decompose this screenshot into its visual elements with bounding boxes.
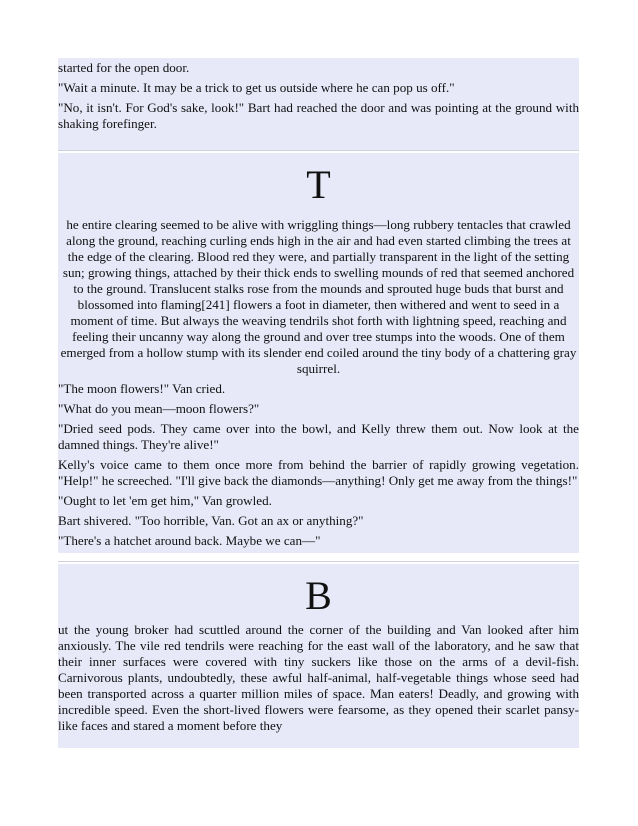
centered-paragraph: he entire clearing seemed to be alive with wriggling things—long rubbery tentacles that crawled along the ground, reaching curling ends high in the air and had even started climbing the trees at the edge of the clearing. Blood red they were, and partially transparent in the light of the setting sun; growing things, attached by their thick ends to swelling mounds of red that seemed anchored to the ground. Translucent stalks rose from the mounds and sprouted huge buds that burst and blossomed into flaming[241] flowers a foot in diameter, then withered and went to seed in a moment of time. But always the weaving tendrils shot forth with lightning speed, reaching and feeling their uncanny way along the ground and over tree stumps into the woods. One of them emerged from a hollow stump with its slender end coiled around the tiny body of a chattering gray squirrel. (60, 217, 577, 376)
drop-cap: T (306, 162, 331, 207)
paragraph: "What do you mean—moon flowers?" (58, 401, 260, 416)
paragraph: "Wait a minute. It may be a trick to get us outside where he can pop us off." (58, 80, 455, 95)
paragraph: "Ought to let 'em get him," Van growled. (58, 493, 272, 508)
paragraph: "Dried seed pods. They came over into the bowl, and Kelly threw them out. Now look at the damned things. They're alive!" (58, 421, 579, 452)
text-section-1 (58, 58, 579, 150)
paragraph: ut the young broker had scuttled around the corner of the building and Van looked after him anxiously. The vile red tendrils were reaching for the east wall of the laboratory, and he saw that their inner surfaces were covered with tiny suckers like those on the arms of a devil-fish. Carnivorous plants, undoubtedly, these awful half-animal, half-vegetable things whose seed had been transported across a quarter million miles of space. Man eaters! Deadly, and growing with incredible speed. Even the short-lived flowers were fearsome, as they opened their scarlet pansy-like faces and stared a moment before they (58, 622, 579, 733)
text-section-2 (58, 153, 579, 553)
paragraph: "No, it isn't. For God's sake, look!" Bart had reached the door and was pointing at the ground with shaking forefinger. (58, 100, 579, 131)
paragraph: Bart shivered. "Too horrible, Van. Got an ax or anything?" (58, 513, 364, 528)
text-section-3 (58, 564, 579, 748)
drop-cap: B (305, 573, 332, 618)
paragraph: started for the open door. (58, 60, 190, 75)
paragraph: Kelly's voice came to them once more from behind the barrier of rapidly growing vegetation. "Help!" he screeched. "I'll give back the diamonds—anything! Only get me away from the things!" (58, 457, 579, 488)
document-page (58, 58, 579, 748)
paragraph: "There's a hatchet around back. Maybe we can—" (58, 533, 321, 548)
paragraph: "The moon flowers!" Van cried. (58, 381, 226, 396)
